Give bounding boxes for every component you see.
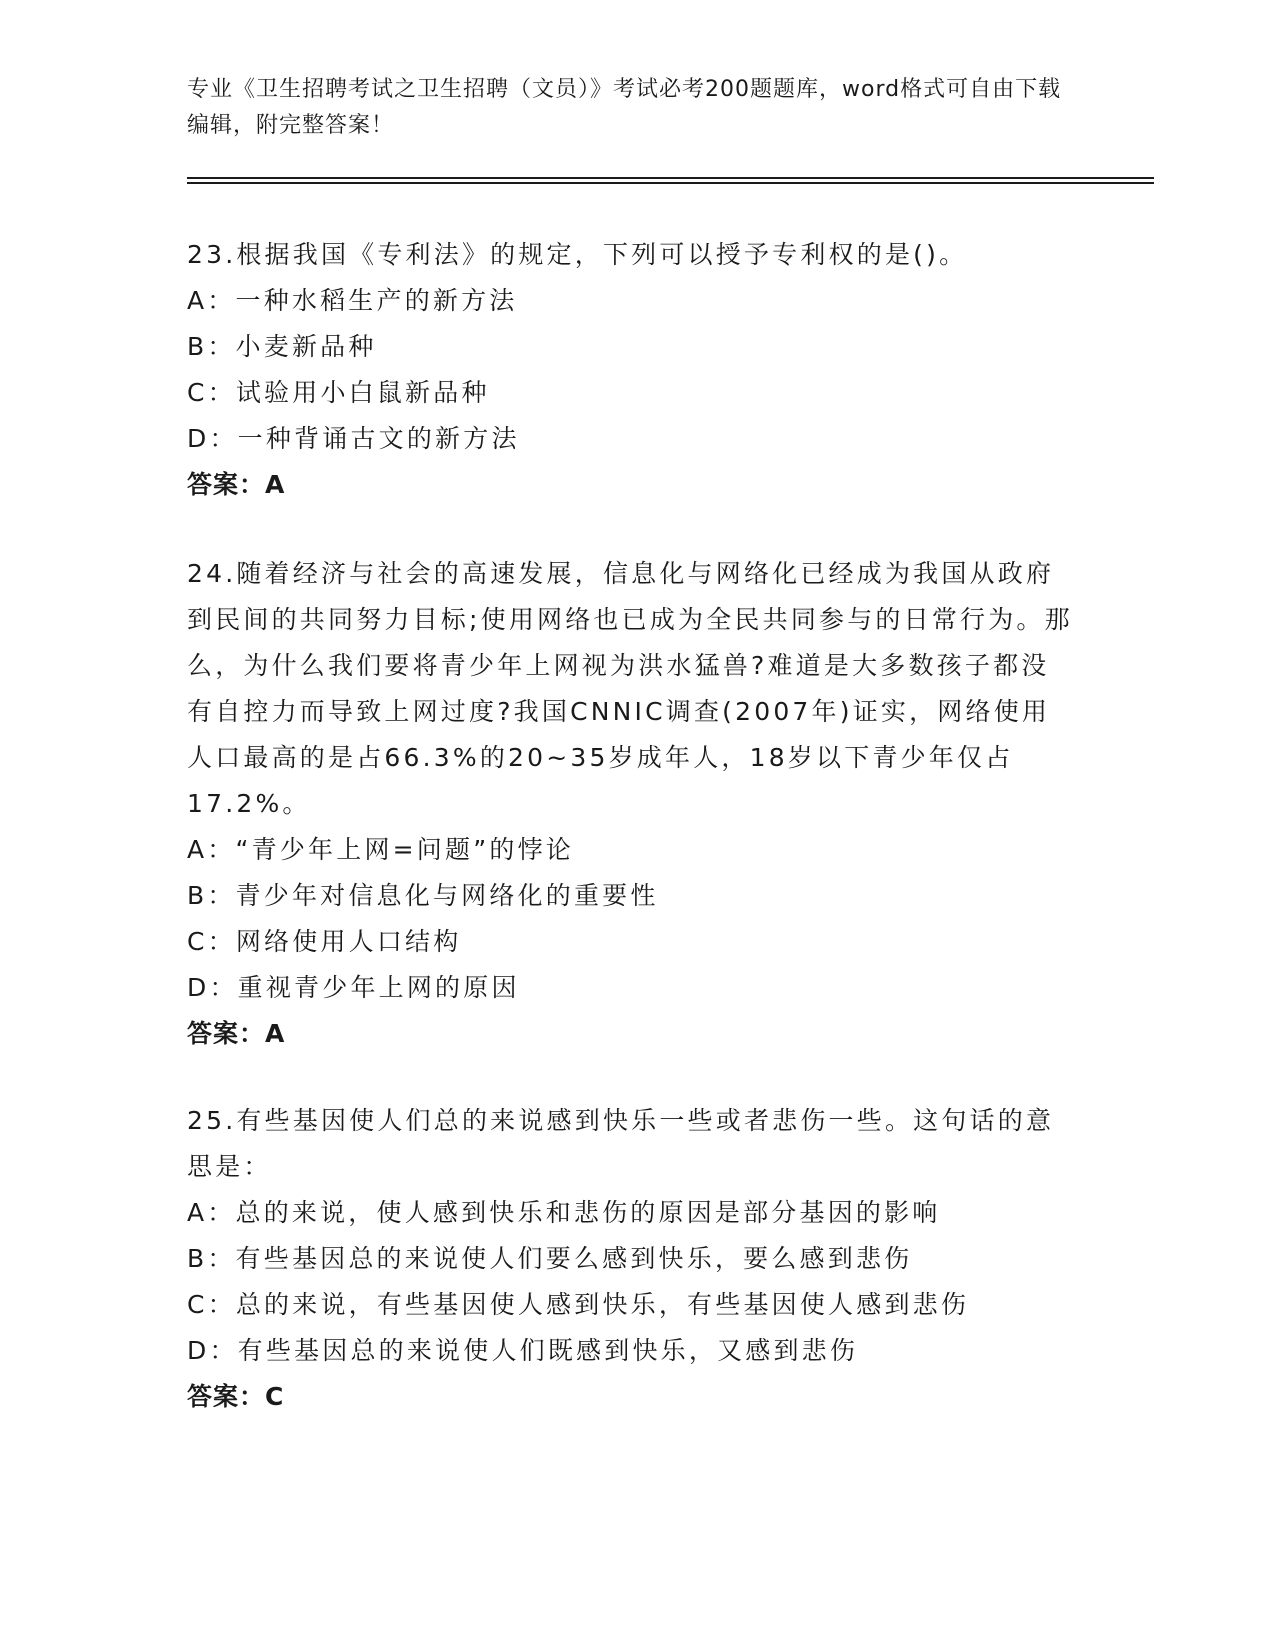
option-b: B：有些基因总的来说使人们要么感到快乐，要么感到悲伤 [187, 1244, 913, 1273]
option-d: D：有些基因总的来说使人们既感到快乐，又感到悲伤 [187, 1336, 859, 1365]
question-24 [187, 551, 1077, 1057]
header-divider-top [187, 177, 1154, 179]
option-c: C：试验用小白鼠新品种 [187, 378, 490, 407]
question-stem: 25.有些基因使人们总的来说感到快乐一些或者悲伤一些。这句话的意思是： [187, 1106, 1055, 1181]
option-c: C：网络使用人口结构 [187, 927, 462, 956]
answer: 答案：C [187, 1382, 285, 1411]
document-header: 专业《卫生招聘考试之卫生招聘（文员）》考试必考200题题库，word格式可自由下载编辑，附完整答案！ [187, 77, 1062, 138]
option-b: B：小麦新品种 [187, 332, 377, 361]
header-divider-bottom [187, 182, 1154, 184]
question-23 [187, 232, 1077, 508]
option-b: B：青少年对信息化与网络化的重要性 [187, 881, 659, 910]
question-stem: 24.随着经济与社会的高速发展，信息化与网络化已经成为我国从政府到民间的共同努力目标;使用网络也已成为全民共同参与的日常行为。那么，为什么我们要将青少年上网视为洪水猛兽?难道是大多数孩子都没有自控力而导致上网过度?我国CNNIC调查(2007年)证实，网络使用人口最高的是占66.3%的20~35岁成年人，18岁以下青少年仅占17.2%。 [187, 559, 1073, 818]
option-d: D：重视青少年上网的原因 [187, 973, 520, 1002]
option-a: A：一种水稻生产的新方法 [187, 286, 518, 315]
question-stem: 23.根据我国《专利法》的规定，下列可以授予专利权的是()。 [187, 240, 968, 269]
question-25 [187, 1098, 1077, 1420]
option-a: A：“青少年上网=问题”的悖论 [187, 835, 574, 864]
option-a: A：总的来说，使人感到快乐和悲伤的原因是部分基因的影响 [187, 1198, 941, 1227]
answer: 答案：A [187, 1019, 286, 1048]
option-c: C：总的来说，有些基因使人感到快乐，有些基因使人感到悲伤 [187, 1290, 970, 1319]
answer: 答案：A [187, 470, 286, 499]
option-d: D：一种背诵古文的新方法 [187, 424, 520, 453]
